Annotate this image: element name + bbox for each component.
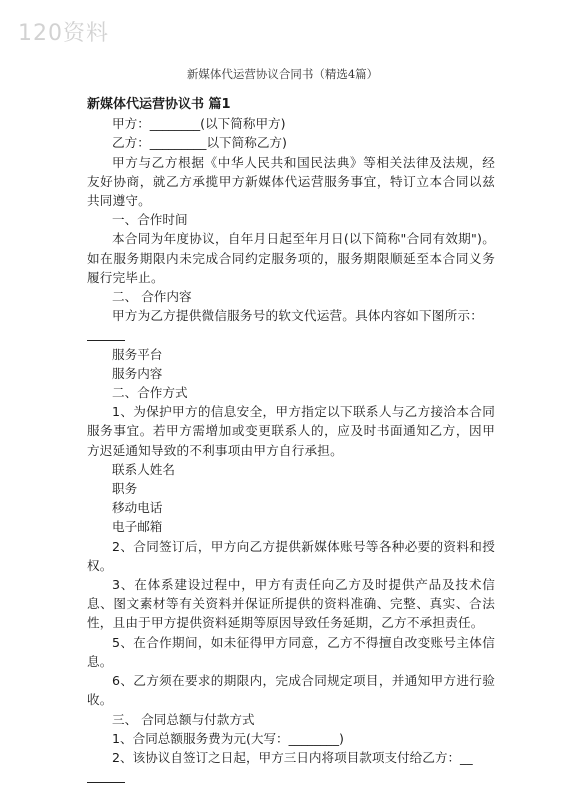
contact-name-item: 联系人姓名 <box>112 461 175 477</box>
payment-clause-2: 2、该协议自签订之日起，甲方三日内将项目款项支付给乙方：__ <box>112 749 473 765</box>
clause-3-paragraph: 3、在体系建设过程中，甲方有责任向乙方及时提供产品及技术信息、图文素材等有关资料并保证所提供的资料准确、完整、真实、合法性，且由于甲方提供资料延期等原因导致任务延期，乙方不承担责任。 <box>87 577 495 631</box>
party-b-line: 乙方：_________以下简称乙方) <box>112 135 287 151</box>
blank-line <box>87 325 495 344</box>
watermark: 120资料 <box>18 21 109 46</box>
contact-phone-item: 移动电话 <box>112 500 163 516</box>
heading-cooperation-time: 一、合作时间 <box>112 212 188 228</box>
clause-2-paragraph: 2、合同签订后，甲方向乙方提供新媒体账号等各种必要的资料和授权。 <box>87 538 495 573</box>
party-a-line: 甲方：________(以下简称甲方) <box>112 116 286 132</box>
heading-contract-amount: 三、 合同总额与付款方式 <box>112 711 255 727</box>
heading-cooperation-content: 二、 合作内容 <box>112 289 192 305</box>
clause-5-paragraph: 5、在合作期间，如未征得甲方同意，乙方不得擅自改变账号主体信息。 <box>87 634 495 669</box>
blank-line <box>87 767 495 786</box>
section-title: 新媒体代运营协议书 篇1 <box>87 97 231 112</box>
document-body <box>87 95 495 786</box>
heading-cooperation-method: 二、合作方式 <box>112 385 188 401</box>
service-content-item: 服务内容 <box>112 365 163 381</box>
service-platform-item: 服务平台 <box>112 346 163 362</box>
contact-email-item: 电子邮箱 <box>112 519 163 535</box>
clause-1-paragraph: 1、为保护甲方的信息安全，甲方指定以下联系人与乙方接洽本合同服务事宜。若甲方需增加或变更联系人的，应及时书面通知乙方，因甲方迟延通知导致的不利事项由甲方自行承担。 <box>87 404 495 458</box>
clause-6-paragraph: 6、乙方须在要求的期限内，完成合同规定项目，并通知甲方进行验收。 <box>87 673 495 708</box>
intro-paragraph: 甲方与乙方根据《中华人民共和国民法典》等相关法律及法规，经友好协商，就乙方承揽甲方新媒体代运营服务事宜，特订立本合同以兹共同遵守。 <box>87 154 495 209</box>
document-header: 新媒体代运营协议合同书（精选4篇） <box>186 67 379 81</box>
cooperation-time-paragraph: 本合同为年度协议，自年月日起至年月日(以下简称"合同有效期")。如在服务期限内未完成合同约定服务项的，服务期限顺延至本合同义务履行完毕止。 <box>87 231 495 285</box>
contact-title-item: 职务 <box>112 481 138 497</box>
payment-clause-1: 1、合同总额服务费为元(大写：________) <box>112 730 344 746</box>
cooperation-content-paragraph: 甲方为乙方提供微信服务号的软文代运营。具体内容如下图所示： <box>112 308 484 324</box>
